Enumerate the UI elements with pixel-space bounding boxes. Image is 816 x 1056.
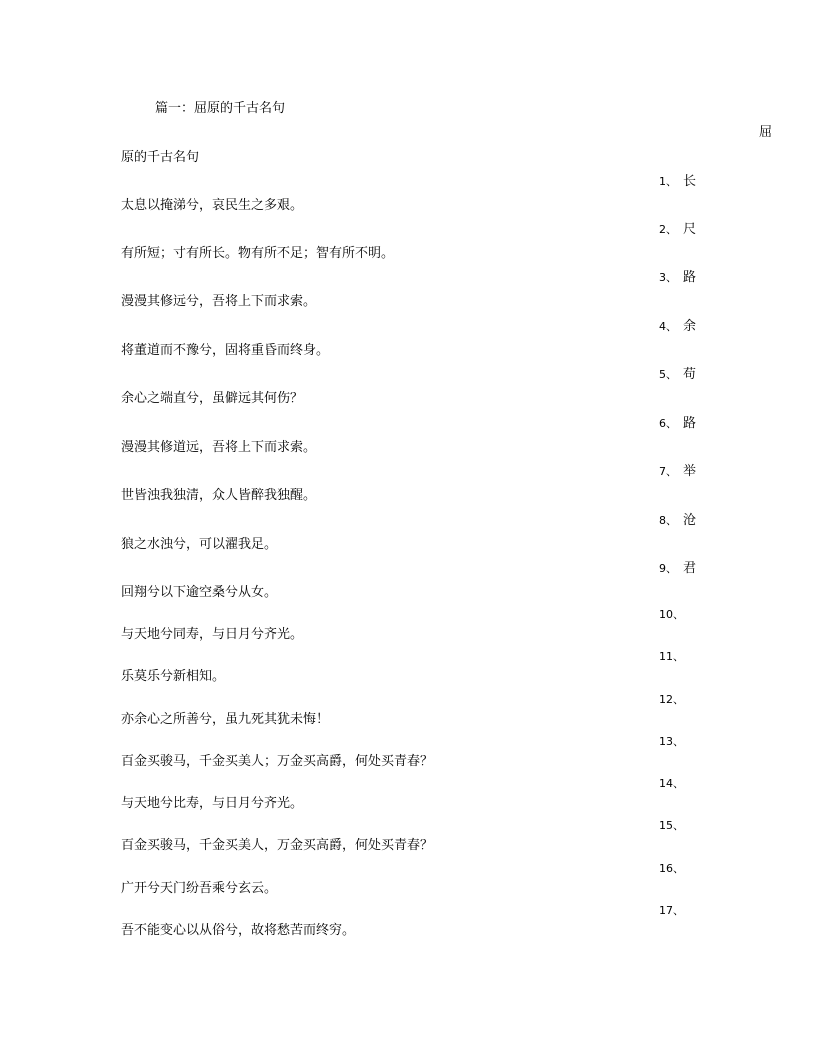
item-text-15: 百金买骏马，千金买美人，万金买高爵，何处买青春？ — [121, 838, 434, 853]
item-text-14: 与天地兮比寿，与日月兮齐光。 — [121, 796, 304, 811]
item-text-3: 漫漫其修远兮，吾将上下而求索。 — [121, 294, 317, 309]
item-number-5: 5、 苟 — [659, 367, 697, 382]
item-text-9: 回翔兮以下逾空桑兮从女。 — [121, 585, 278, 600]
item-text-10: 与天地兮同寿，与日月兮齐光。 — [121, 627, 304, 642]
item-lead-char: 沧 — [683, 513, 697, 528]
item-lead-char: 路 — [683, 416, 697, 431]
item-lead-char: 举 — [683, 464, 697, 479]
item-number-11: 11、 — [659, 650, 684, 663]
item-lead-char: 余 — [683, 319, 697, 334]
item-text-7: 世皆浊我独清，众人皆醉我独醒。 — [121, 488, 317, 503]
item-text-2: 有所短；寸有所长。物有所不足；智有所不明。 — [121, 246, 395, 261]
item-text-6: 漫漫其修道远，吾将上下而求索。 — [121, 440, 317, 455]
title-fragment-1: 屈 — [759, 125, 773, 140]
item-text-13: 百金买骏马，千金买美人；万金买高爵，何处买青春？ — [121, 754, 434, 769]
item-number-10: 10、 — [659, 608, 684, 621]
item-text-5: 余心之端直兮，虽僻远其何伤？ — [121, 391, 304, 406]
item-number-14: 14、 — [659, 777, 684, 790]
item-number-16: 16、 — [659, 862, 684, 875]
item-number-17: 17、 — [659, 904, 684, 917]
item-lead-char: 长 — [683, 174, 697, 189]
document-heading: 篇一：屈原的千古名句 — [155, 101, 286, 116]
item-number-4: 4、 余 — [659, 319, 697, 334]
item-lead-char: 君 — [683, 561, 697, 576]
title-fragment-2: 原的千古名句 — [121, 150, 200, 165]
item-number-3: 3、 路 — [659, 270, 697, 285]
item-number-15: 15、 — [659, 819, 684, 832]
item-lead-char: 苟 — [683, 367, 697, 382]
item-text-12: 亦余心之所善兮，虽九死其犹未悔！ — [121, 712, 330, 727]
item-number-9: 9、 君 — [659, 561, 697, 576]
item-number-12: 12、 — [659, 693, 684, 706]
item-text-8: 狼之水浊兮，可以濯我足。 — [121, 537, 278, 552]
item-text-17: 吾不能变心以从俗兮，故将愁苦而终穷。 — [121, 923, 356, 938]
item-number-2: 2、 尺 — [659, 222, 697, 237]
item-text-11: 乐莫乐兮新相知。 — [121, 669, 226, 684]
item-text-16: 广开兮天门纷吾乘兮玄云。 — [121, 881, 278, 896]
item-number-7: 7、 举 — [659, 464, 697, 479]
item-number-13: 13、 — [659, 735, 684, 748]
item-lead-char: 尺 — [683, 222, 697, 237]
item-text-1: 太息以掩涕兮，哀民生之多艰。 — [121, 198, 304, 213]
item-number-6: 6、 路 — [659, 416, 697, 431]
item-number-1: 1、 长 — [659, 174, 697, 189]
item-text-4: 将董道而不豫兮，固将重昏而终身。 — [121, 343, 330, 358]
item-lead-char: 路 — [683, 270, 697, 285]
item-number-8: 8、 沧 — [659, 513, 697, 528]
